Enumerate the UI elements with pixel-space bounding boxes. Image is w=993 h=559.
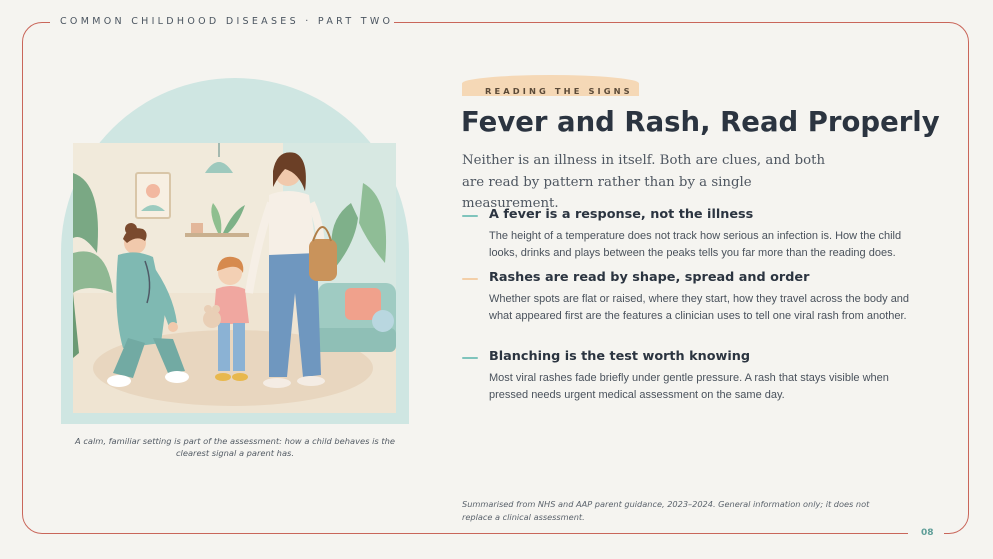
section-header: COMMON CHILDHOOD DISEASES · PART TWO (60, 16, 394, 27)
intro-paragraph: Neither is an illness in itself. Both are clues, and both are read by pattern rather than by a single measurement. (462, 153, 826, 211)
key-point-body: Whether spots are flat or raised, where they start, how they travel across the body and what appeared first are the features a clinician uses to tell one viral rash from another. (489, 293, 910, 322)
section-tag: READING THE SIGNS (485, 86, 633, 96)
key-point-body: The height of a temperature does not track how serious an infection is. How the child looks, drinks and plays between the peaks tells you far more than the reading does. (489, 230, 902, 259)
teal-dash-marker (462, 215, 478, 217)
page-number: 08 (921, 528, 934, 538)
source-note: Summarised from NHS and AAP parent guidance, 2023–2024. General information only; it does not replace a clinical assessment. (462, 499, 870, 522)
illustration-nurse-mother-child (73, 143, 396, 413)
page-title: Fever and Rash, Read Properly (461, 106, 940, 138)
key-point-title: Blanching is the test worth knowing (489, 349, 750, 364)
illustration-caption: A calm, familiar setting is part of the assessment: how a child behaves is the clearest signal a parent has. (75, 436, 395, 458)
key-point-title: Rashes are read by shape, spread and order (489, 270, 810, 285)
key-point-title: A fever is a response, not the illness (489, 207, 754, 222)
peach-dash-marker (462, 278, 478, 280)
teal-dash-marker (462, 357, 478, 359)
key-point-body: Most viral rashes fade briefly under gentle pressure. A rash that stays visible when pressed needs urgent medical assessment on the same day. (489, 372, 889, 401)
